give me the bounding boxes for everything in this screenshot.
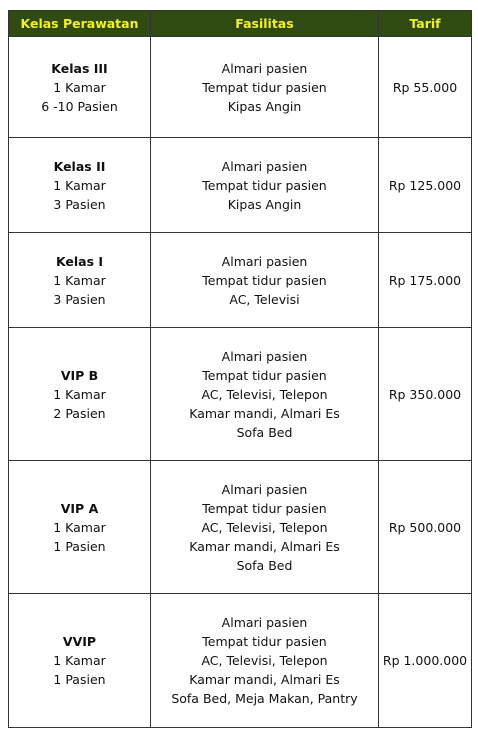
- class-name: Kelas III: [51, 60, 108, 76]
- facility-item: Sofa Bed: [236, 557, 293, 573]
- class-cell: [9, 328, 151, 461]
- facilities-cell: [151, 328, 379, 461]
- facility-item: Tempat tidur pasien: [202, 500, 327, 516]
- patient-count: 6 -10 Pasien: [41, 98, 118, 114]
- facility-item: Almari pasien: [221, 158, 308, 174]
- table-row: [9, 328, 472, 461]
- rate-cell: Rp 350.000: [379, 328, 472, 461]
- room-count: 1 Kamar: [53, 272, 106, 288]
- patient-count: 3 Pasien: [53, 291, 106, 307]
- facility-item: Kamar mandi, Almari Es: [189, 405, 340, 421]
- facility-item: Tempat tidur pasien: [202, 367, 327, 383]
- class-cell: [9, 138, 151, 233]
- facilities-cell: [151, 461, 379, 594]
- facility-item: Almari pasien: [221, 348, 308, 364]
- facility-item: Almari pasien: [221, 60, 308, 76]
- patient-count: 2 Pasien: [53, 405, 106, 421]
- room-count: 1 Kamar: [53, 653, 106, 668]
- facilities-cell: [151, 233, 379, 328]
- table-row: [9, 37, 472, 138]
- class-name: VIP A: [60, 500, 99, 516]
- facility-item: Sofa Bed, Meja Makan, Pantry: [171, 691, 358, 706]
- facility-item: Almari pasien: [221, 253, 308, 269]
- class-cell: [9, 37, 151, 138]
- class-name: Kelas I: [55, 253, 104, 269]
- patient-count: 1 Pasien: [53, 538, 106, 554]
- room-count: 1 Kamar: [53, 79, 106, 95]
- facility-item: Tempat tidur pasien: [202, 79, 327, 95]
- facility-item: Tempat tidur pasien: [202, 177, 327, 193]
- facility-item: Tempat tidur pasien: [202, 272, 327, 288]
- room-count: 1 Kamar: [53, 177, 106, 193]
- header-class: Kelas Perawatan: [9, 11, 151, 37]
- class-name: VVIP: [62, 634, 97, 649]
- facility-item: Sofa Bed: [236, 424, 293, 440]
- room-count: 1 Kamar: [53, 519, 106, 535]
- facility-item: AC, Televisi: [229, 291, 300, 307]
- table-row: [9, 138, 472, 233]
- facility-item: Kipas Angin: [227, 98, 302, 114]
- facilities-cell: [151, 594, 379, 728]
- facility-item: Kipas Angin: [227, 196, 302, 212]
- rate-cell: Rp 55.000: [379, 37, 472, 138]
- facility-item: Kamar mandi, Almari Es: [189, 538, 340, 554]
- facility-item: AC, Televisi, Telepon: [201, 653, 328, 668]
- facility-item: AC, Televisi, Telepon: [201, 386, 328, 402]
- class-cell: [9, 233, 151, 328]
- table-row: [9, 461, 472, 594]
- class-cell: [9, 594, 151, 728]
- table-row: [9, 233, 472, 328]
- rate-cell: Rp 175.000: [379, 233, 472, 328]
- facility-item: Almari pasien: [221, 481, 308, 497]
- facility-item: Kamar mandi, Almari Es: [189, 672, 340, 687]
- room-count: 1 Kamar: [53, 386, 106, 402]
- class-name: Kelas II: [53, 158, 106, 174]
- facilities-cell: [151, 138, 379, 233]
- facility-item: AC, Televisi, Telepon: [201, 519, 328, 535]
- room-rates-table: [8, 10, 472, 728]
- class-cell: [9, 461, 151, 594]
- table-header-row: [9, 11, 472, 37]
- patient-count: 1 Pasien: [53, 672, 106, 687]
- table-row: [9, 594, 472, 728]
- facility-item: Tempat tidur pasien: [202, 634, 327, 649]
- rate-cell: Rp 500.000: [379, 461, 472, 594]
- facilities-cell: [151, 37, 379, 138]
- header-rate: Tarif: [379, 11, 472, 37]
- rate-cell: Rp 125.000: [379, 138, 472, 233]
- facility-item: Almari pasien: [221, 615, 308, 630]
- class-name: VIP B: [60, 367, 99, 383]
- header-facilities: Fasilitas: [151, 11, 379, 37]
- rate-cell: Rp 1.000.000: [379, 594, 472, 728]
- patient-count: 3 Pasien: [53, 196, 106, 212]
